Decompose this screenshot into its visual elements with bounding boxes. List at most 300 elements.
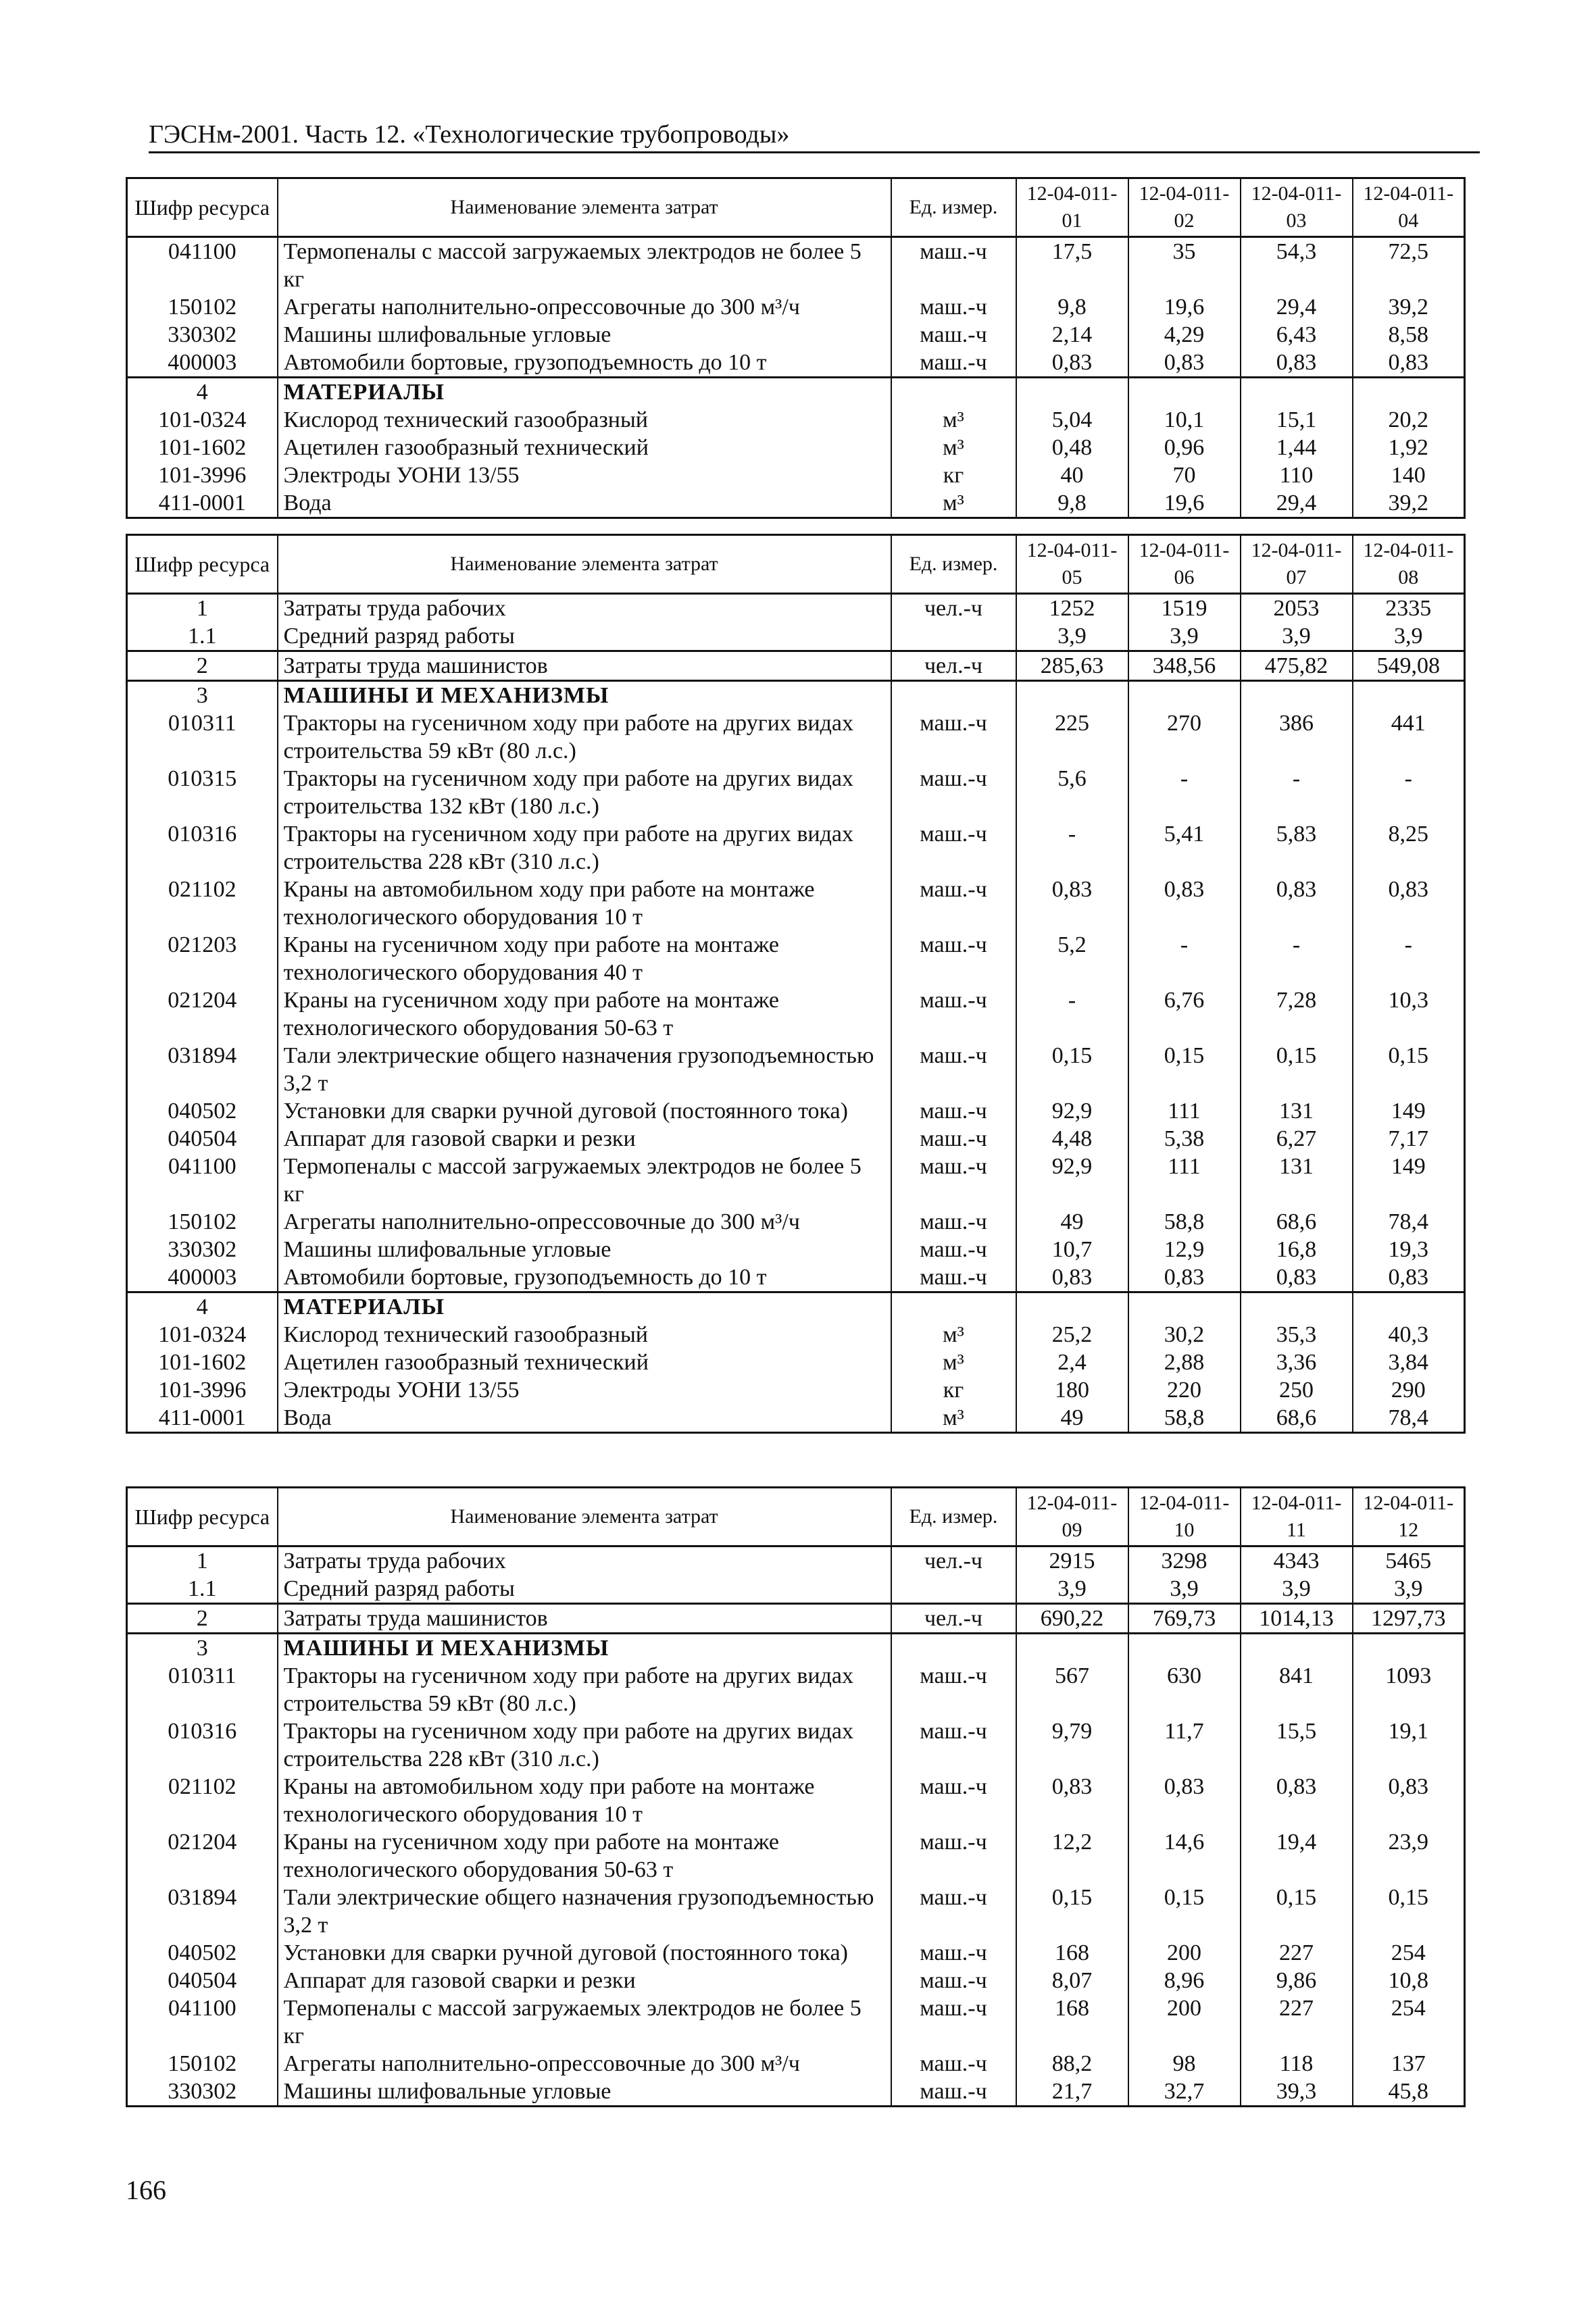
- unit-of-measure: маш.-ч: [891, 1125, 1016, 1153]
- value-col-3: 19,4: [1241, 1828, 1353, 1884]
- resource-name: Тракторы на гусеничном ходу при работе на других видах строительства 132 кВт (180 л.с.): [278, 765, 891, 820]
- value-col-2: 10,1: [1128, 406, 1241, 434]
- value-col-4: 10,8: [1353, 1967, 1465, 1994]
- table-row: [127, 1263, 1465, 1292]
- value-col-4: 1093: [1353, 1662, 1465, 1717]
- value-col-3: 131: [1241, 1097, 1353, 1125]
- value-col-1: 3,9: [1016, 622, 1128, 651]
- value-col-1: [1016, 1292, 1128, 1322]
- value-col-2: 111: [1128, 1097, 1241, 1125]
- value-col-2: 58,8: [1128, 1404, 1241, 1433]
- header-col-1: 12-04-011-01: [1016, 178, 1128, 237]
- resource-name: Агрегаты наполнительно-опрессовочные до 300 м³/ч: [278, 1208, 891, 1236]
- value-col-2: 0,83: [1128, 1263, 1241, 1292]
- header-col-2: 12-04-011-10: [1128, 1488, 1241, 1546]
- value-col-3: 15,5: [1241, 1717, 1353, 1773]
- value-col-2: [1128, 1292, 1241, 1322]
- value-col-2: 200: [1128, 1994, 1241, 2050]
- table-row: [127, 406, 1465, 434]
- table-header-row: [127, 535, 1465, 594]
- value-col-4: 3,9: [1353, 1575, 1465, 1604]
- resource-name: Вода: [278, 1404, 891, 1433]
- value-col-1: 5,2: [1016, 931, 1128, 986]
- value-col-2: [1128, 378, 1241, 407]
- value-col-2: 3,9: [1128, 622, 1241, 651]
- table-row: [127, 1884, 1465, 1939]
- value-col-3: 16,8: [1241, 1236, 1353, 1263]
- resource-code: 021203: [127, 931, 278, 986]
- resource-code: 1: [127, 1546, 278, 1576]
- table-row: [127, 2078, 1465, 2107]
- value-col-1: 12,2: [1016, 1828, 1128, 1884]
- value-col-1: 25,2: [1016, 1321, 1128, 1349]
- value-col-3: 29,4: [1241, 293, 1353, 321]
- table-row: [127, 1773, 1465, 1828]
- resource-name: Краны на автомобильном ходу при работе на монтаже технологического оборудования 10 т: [278, 876, 891, 931]
- value-col-4: 2335: [1353, 594, 1465, 623]
- table-row: [127, 681, 1465, 710]
- table-row: [127, 1153, 1465, 1208]
- value-col-1: 92,9: [1016, 1153, 1128, 1208]
- resource-name: Тракторы на гусеничном ходу при работе на других видах строительства 228 кВт (310 л.с.): [278, 820, 891, 876]
- unit-of-measure: [891, 1292, 1016, 1322]
- value-col-3: 110: [1241, 461, 1353, 489]
- resource-name: Термопеналы с массой загружаемых электродов не более 5 кг: [278, 1994, 891, 2050]
- resource-code: 041100: [127, 1153, 278, 1208]
- value-col-1: 690,22: [1016, 1604, 1128, 1634]
- resource-name: Кислород технический газообразный: [278, 406, 891, 434]
- table-row: [127, 765, 1465, 820]
- unit-of-measure: кг: [891, 461, 1016, 489]
- resource-code: 021102: [127, 876, 278, 931]
- table-row: [127, 1546, 1465, 1576]
- value-col-1: 168: [1016, 1994, 1128, 2050]
- header-col-3: 12-04-011-03: [1241, 178, 1353, 237]
- resource-code: 040502: [127, 1097, 278, 1125]
- value-col-2: 2,88: [1128, 1349, 1241, 1376]
- value-col-2: 630: [1128, 1662, 1241, 1717]
- header-unit: Ед. измер.: [891, 178, 1016, 237]
- resource-name: Тали электрические общего назначения грузоподъемностью 3,2 т: [278, 1884, 891, 1939]
- value-col-1: 49: [1016, 1404, 1128, 1433]
- value-col-2: 98: [1128, 2050, 1241, 2078]
- value-col-1: 4,48: [1016, 1125, 1128, 1153]
- value-col-2: 200: [1128, 1939, 1241, 1967]
- value-col-4: [1353, 681, 1465, 710]
- unit-of-measure: маш.-ч: [891, 1236, 1016, 1263]
- value-col-3: 4343: [1241, 1546, 1353, 1576]
- value-col-1: 0,83: [1016, 349, 1128, 378]
- resource-name: Затраты труда рабочих: [278, 594, 891, 623]
- resource-name: МАШИНЫ И МЕХАНИЗМЫ: [278, 681, 891, 710]
- value-col-3: 3,9: [1241, 622, 1353, 651]
- value-col-2: 70: [1128, 461, 1241, 489]
- value-col-4: 19,1: [1353, 1717, 1465, 1773]
- resource-name: Вода: [278, 489, 891, 518]
- value-col-1: 88,2: [1016, 2050, 1128, 2078]
- value-col-1: 2,4: [1016, 1349, 1128, 1376]
- value-col-4: 78,4: [1353, 1404, 1465, 1433]
- value-col-4: 0,83: [1353, 1773, 1465, 1828]
- value-col-3: 227: [1241, 1994, 1353, 2050]
- value-col-4: 290: [1353, 1376, 1465, 1404]
- unit-of-measure: маш.-ч: [891, 293, 1016, 321]
- value-col-3: 131: [1241, 1153, 1353, 1208]
- value-col-3: 5,83: [1241, 820, 1353, 876]
- value-col-3: -: [1241, 931, 1353, 986]
- unit-of-measure: маш.-ч: [891, 1153, 1016, 1208]
- table-row: [127, 1376, 1465, 1404]
- unit-of-measure: маш.-ч: [891, 349, 1016, 378]
- resource-code: 040502: [127, 1939, 278, 1967]
- resource-name: Краны на гусеничном ходу при работе на монтаже технологического оборудования 40 т: [278, 931, 891, 986]
- unit-of-measure: чел.-ч: [891, 594, 1016, 623]
- value-col-2: [1128, 1634, 1241, 1663]
- value-col-2: -: [1128, 765, 1241, 820]
- unit-of-measure: маш.-ч: [891, 1263, 1016, 1292]
- value-col-3: 1,44: [1241, 434, 1353, 461]
- resource-code: 4: [127, 378, 278, 407]
- resource-code: 2: [127, 1604, 278, 1634]
- unit-of-measure: [891, 681, 1016, 710]
- unit-of-measure: маш.-ч: [891, 765, 1016, 820]
- value-col-3: 386: [1241, 709, 1353, 765]
- table-row: [127, 1967, 1465, 1994]
- resource-name: Термопеналы с массой загружаемых электродов не более 5 кг: [278, 237, 891, 294]
- resource-code: 1.1: [127, 1575, 278, 1604]
- value-col-3: 0,83: [1241, 349, 1353, 378]
- header-col-3: 12-04-011-07: [1241, 535, 1353, 594]
- unit-of-measure: чел.-ч: [891, 651, 1016, 681]
- table-header-row: [127, 178, 1465, 237]
- value-col-1: 0,15: [1016, 1884, 1128, 1939]
- resource-code: 010311: [127, 709, 278, 765]
- resource-name: Средний разряд работы: [278, 622, 891, 651]
- unit-of-measure: маш.-ч: [891, 2050, 1016, 2078]
- value-col-3: 841: [1241, 1662, 1353, 1717]
- resource-code: 150102: [127, 2050, 278, 2078]
- value-col-4: [1353, 1634, 1465, 1663]
- header-unit: Ед. измер.: [891, 535, 1016, 594]
- resource-code: 021204: [127, 1828, 278, 1884]
- unit-of-measure: м³: [891, 434, 1016, 461]
- value-col-2: 5,38: [1128, 1125, 1241, 1153]
- value-col-4: 0,83: [1353, 876, 1465, 931]
- table-row: [127, 434, 1465, 461]
- resource-name: Тракторы на гусеничном ходу при работе на других видах строительства 228 кВт (310 л.с.): [278, 1717, 891, 1773]
- table-row: [127, 349, 1465, 378]
- header-col-1: 12-04-011-05: [1016, 535, 1128, 594]
- value-col-3: 118: [1241, 2050, 1353, 2078]
- resource-name: Ацетилен газообразный технический: [278, 1349, 891, 1376]
- page-header: ГЭСНм-2001. Часть 12. «Технологические трубопроводы»: [149, 119, 1480, 153]
- value-col-3: 29,4: [1241, 489, 1353, 518]
- resource-name: Агрегаты наполнительно-опрессовочные до 300 м³/ч: [278, 293, 891, 321]
- unit-of-measure: маш.-ч: [891, 1717, 1016, 1773]
- value-col-3: 0,15: [1241, 1884, 1353, 1939]
- value-col-2: 0,96: [1128, 434, 1241, 461]
- value-col-4: 254: [1353, 1939, 1465, 1967]
- header-code: Шифр ресурса: [127, 535, 278, 594]
- value-col-1: 8,07: [1016, 1967, 1128, 1994]
- header-code: Шифр ресурса: [127, 1488, 278, 1546]
- unit-of-measure: маш.-ч: [891, 1042, 1016, 1097]
- header-code: Шифр ресурса: [127, 178, 278, 237]
- resource-code: 101-3996: [127, 461, 278, 489]
- resource-code: 400003: [127, 349, 278, 378]
- unit-of-measure: м³: [891, 489, 1016, 518]
- value-col-1: 1252: [1016, 594, 1128, 623]
- value-col-1: 567: [1016, 1662, 1128, 1717]
- resource-code: 411-0001: [127, 1404, 278, 1433]
- table-row: [127, 489, 1465, 518]
- value-col-2: 0,83: [1128, 349, 1241, 378]
- table-row: [127, 594, 1465, 623]
- resource-name: МАШИНЫ И МЕХАНИЗМЫ: [278, 1634, 891, 1663]
- table-header-row: [127, 1488, 1465, 1546]
- value-col-1: 3,9: [1016, 1575, 1128, 1604]
- value-col-4: 137: [1353, 2050, 1465, 2078]
- value-col-4: 45,8: [1353, 2078, 1465, 2107]
- resource-code: 010316: [127, 1717, 278, 1773]
- resource-name: Краны на гусеничном ходу при работе на монтаже технологического оборудования 50-63 т: [278, 1828, 891, 1884]
- value-col-2: 0,83: [1128, 876, 1241, 931]
- header-col-4: 12-04-011-12: [1353, 1488, 1465, 1546]
- table-row: [127, 1321, 1465, 1349]
- value-col-1: 9,79: [1016, 1717, 1128, 1773]
- unit-of-measure: маш.-ч: [891, 1097, 1016, 1125]
- unit-of-measure: маш.-ч: [891, 1939, 1016, 1967]
- value-col-1: 21,7: [1016, 2078, 1128, 2107]
- resource-name: Затраты труда машинистов: [278, 1604, 891, 1634]
- table-row: [127, 1349, 1465, 1376]
- resource-name: Краны на автомобильном ходу при работе на монтаже технологического оборудования 10 т: [278, 1773, 891, 1828]
- resource-code: 010315: [127, 765, 278, 820]
- resource-code: 101-3996: [127, 1376, 278, 1404]
- resource-code: 040504: [127, 1125, 278, 1153]
- value-col-2: 111: [1128, 1153, 1241, 1208]
- value-col-3: 54,3: [1241, 237, 1353, 294]
- value-col-2: 30,2: [1128, 1321, 1241, 1349]
- resource-name: Затраты труда машинистов: [278, 651, 891, 681]
- resource-name: Краны на гусеничном ходу при работе на монтаже технологического оборудования 50-63 т: [278, 986, 891, 1042]
- unit-of-measure: маш.-ч: [891, 1773, 1016, 1828]
- value-col-2: 32,7: [1128, 2078, 1241, 2107]
- unit-of-measure: маш.-ч: [891, 709, 1016, 765]
- header-name: Наименование элемента затрат: [278, 1488, 891, 1546]
- unit-of-measure: чел.-ч: [891, 1604, 1016, 1634]
- resource-code: 4: [127, 1292, 278, 1322]
- unit-of-measure: маш.-ч: [891, 321, 1016, 349]
- resource-name: Термопеналы с массой загружаемых электродов не более 5 кг: [278, 1153, 891, 1208]
- unit-of-measure: маш.-ч: [891, 1662, 1016, 1717]
- resource-name: Установки для сварки ручной дуговой (постоянного тока): [278, 1097, 891, 1125]
- resource-name: Машины шлифовальные угловые: [278, 321, 891, 349]
- value-col-4: [1353, 1292, 1465, 1322]
- value-col-1: 9,8: [1016, 489, 1128, 518]
- value-col-1: 17,5: [1016, 237, 1128, 294]
- table-row: [127, 1292, 1465, 1322]
- value-col-2: 58,8: [1128, 1208, 1241, 1236]
- table-row: [127, 461, 1465, 489]
- value-col-3: 6,27: [1241, 1125, 1353, 1153]
- value-col-4: 39,2: [1353, 489, 1465, 518]
- value-col-4: 10,3: [1353, 986, 1465, 1042]
- resource-name: Тали электрические общего назначения грузоподъемностью 3,2 т: [278, 1042, 891, 1097]
- resource-code: 3: [127, 681, 278, 710]
- value-col-3: 250: [1241, 1376, 1353, 1404]
- table-row: [127, 1097, 1465, 1125]
- value-col-2: 270: [1128, 709, 1241, 765]
- header-name: Наименование элемента затрат: [278, 535, 891, 594]
- value-col-3: 227: [1241, 1939, 1353, 1967]
- resource-name: Автомобили бортовые, грузоподъемность до 10 т: [278, 1263, 891, 1292]
- value-col-2: 0,15: [1128, 1884, 1241, 1939]
- resource-code: 101-0324: [127, 406, 278, 434]
- value-col-4: 5465: [1353, 1546, 1465, 1576]
- value-col-1: 92,9: [1016, 1097, 1128, 1125]
- value-col-1: 9,8: [1016, 293, 1128, 321]
- resource-name: Агрегаты наполнительно-опрессовочные до 300 м³/ч: [278, 2050, 891, 2078]
- header-unit: Ед. измер.: [891, 1488, 1016, 1546]
- table-row: [127, 1634, 1465, 1663]
- value-col-4: 20,2: [1353, 406, 1465, 434]
- value-col-4: 3,84: [1353, 1349, 1465, 1376]
- value-col-3: 7,28: [1241, 986, 1353, 1042]
- unit-of-measure: [891, 378, 1016, 407]
- value-col-1: 10,7: [1016, 1236, 1128, 1263]
- resource-code: 101-1602: [127, 1349, 278, 1376]
- resource-code: 3: [127, 1634, 278, 1663]
- unit-of-measure: маш.-ч: [891, 1994, 1016, 2050]
- value-col-1: 49: [1016, 1208, 1128, 1236]
- value-col-2: 769,73: [1128, 1604, 1241, 1634]
- value-col-3: 9,86: [1241, 1967, 1353, 1994]
- table-row: [127, 622, 1465, 651]
- table-row: [127, 378, 1465, 407]
- resource-name: Аппарат для газовой сварки и резки: [278, 1125, 891, 1153]
- resource-code: 101-1602: [127, 434, 278, 461]
- table-row: [127, 1236, 1465, 1263]
- table-row: [127, 1828, 1465, 1884]
- value-col-3: 68,6: [1241, 1404, 1353, 1433]
- table-row: [127, 2050, 1465, 2078]
- unit-of-measure: кг: [891, 1376, 1016, 1404]
- value-col-3: 475,82: [1241, 651, 1353, 681]
- table-row: [127, 986, 1465, 1042]
- value-col-3: 0,83: [1241, 1263, 1353, 1292]
- value-col-3: 0,15: [1241, 1042, 1353, 1097]
- unit-of-measure: м³: [891, 1321, 1016, 1349]
- unit-of-measure: м³: [891, 1404, 1016, 1433]
- value-col-4: 8,25: [1353, 820, 1465, 876]
- resource-code: 330302: [127, 1236, 278, 1263]
- table-row: [127, 709, 1465, 765]
- resource-code: 2: [127, 651, 278, 681]
- unit-of-measure: маш.-ч: [891, 237, 1016, 294]
- unit-of-measure: маш.-ч: [891, 1884, 1016, 1939]
- resource-code: 031894: [127, 1884, 278, 1939]
- value-col-1: 5,6: [1016, 765, 1128, 820]
- unit-of-measure: м³: [891, 406, 1016, 434]
- resource-code: 150102: [127, 293, 278, 321]
- resource-table-3: [126, 1486, 1466, 2107]
- table-row: [127, 1939, 1465, 1967]
- resource-table-1: [126, 177, 1466, 519]
- value-col-4: 441: [1353, 709, 1465, 765]
- value-col-1: 0,48: [1016, 434, 1128, 461]
- header-name: Наименование элемента затрат: [278, 178, 891, 237]
- table-row: [127, 321, 1465, 349]
- value-col-3: [1241, 1634, 1353, 1663]
- value-col-2: 19,6: [1128, 293, 1241, 321]
- resource-code: 1: [127, 594, 278, 623]
- header-col-1: 12-04-011-09: [1016, 1488, 1128, 1546]
- value-col-1: 2,14: [1016, 321, 1128, 349]
- value-col-1: [1016, 681, 1128, 710]
- page-number: 166: [126, 2175, 166, 2205]
- unit-of-measure: [891, 622, 1016, 651]
- value-col-1: 180: [1016, 1376, 1128, 1404]
- value-col-2: 12,9: [1128, 1236, 1241, 1263]
- value-col-4: 149: [1353, 1153, 1465, 1208]
- value-col-3: [1241, 681, 1353, 710]
- unit-of-measure: маш.-ч: [891, 1967, 1016, 1994]
- table-row: [127, 1604, 1465, 1634]
- table-row: [127, 1404, 1465, 1433]
- value-col-4: 0,15: [1353, 1042, 1465, 1097]
- value-col-3: 0,83: [1241, 1773, 1353, 1828]
- value-col-2: [1128, 681, 1241, 710]
- value-col-1: 0,83: [1016, 876, 1128, 931]
- value-col-2: 4,29: [1128, 321, 1241, 349]
- value-col-4: 8,58: [1353, 321, 1465, 349]
- unit-of-measure: маш.-ч: [891, 986, 1016, 1042]
- resource-name: Затраты труда рабочих: [278, 1546, 891, 1576]
- resource-code: 021204: [127, 986, 278, 1042]
- value-col-2: 1519: [1128, 594, 1241, 623]
- value-col-4: 549,08: [1353, 651, 1465, 681]
- value-col-4: 0,83: [1353, 349, 1465, 378]
- table-row: [127, 876, 1465, 931]
- value-col-1: 225: [1016, 709, 1128, 765]
- resource-name: Кислород технический газообразный: [278, 1321, 891, 1349]
- value-col-4: -: [1353, 931, 1465, 986]
- table-row: [127, 293, 1465, 321]
- resource-code: 150102: [127, 1208, 278, 1236]
- value-col-3: 0,83: [1241, 876, 1353, 931]
- value-col-2: 3298: [1128, 1546, 1241, 1576]
- resource-name: МАТЕРИАЛЫ: [278, 378, 891, 407]
- value-col-4: 149: [1353, 1097, 1465, 1125]
- resource-code: 041100: [127, 237, 278, 294]
- unit-of-measure: маш.-ч: [891, 1208, 1016, 1236]
- value-col-4: 254: [1353, 1994, 1465, 2050]
- value-col-4: 23,9: [1353, 1828, 1465, 1884]
- unit-of-measure: м³: [891, 1349, 1016, 1376]
- resource-code: 010316: [127, 820, 278, 876]
- unit-of-measure: маш.-ч: [891, 820, 1016, 876]
- value-col-3: 35,3: [1241, 1321, 1353, 1349]
- value-col-4: 0,83: [1353, 1263, 1465, 1292]
- value-col-2: 0,83: [1128, 1773, 1241, 1828]
- value-col-1: 168: [1016, 1939, 1128, 1967]
- value-col-4: 72,5: [1353, 237, 1465, 294]
- resource-name: Машины шлифовальные угловые: [278, 1236, 891, 1263]
- value-col-1: 285,63: [1016, 651, 1128, 681]
- value-col-3: 6,43: [1241, 321, 1353, 349]
- resource-code: 010311: [127, 1662, 278, 1717]
